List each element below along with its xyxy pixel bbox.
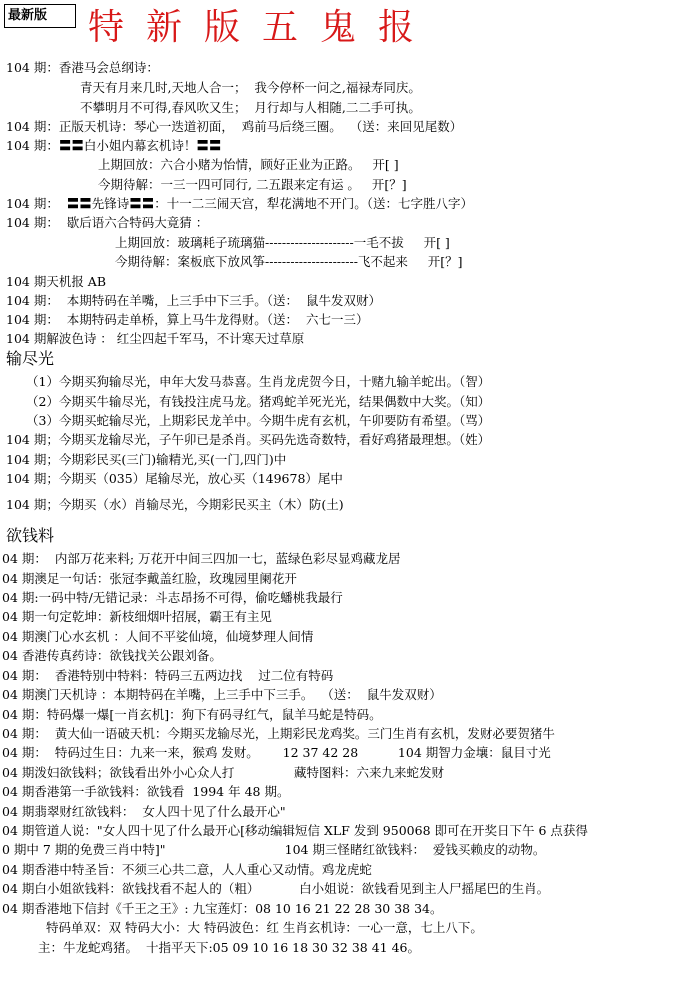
text-line: 今期待解：案板底下放风筝----------------------飞不起来 开[？]: [115, 254, 463, 269]
text-line: 特码单双：双 特码大小：大 特码波色：红 生肖玄机诗：一心一意，七上八下。: [46, 920, 483, 935]
text-line: 104 期： 本期特码在羊嘴，上三手中下三手。（送： 鼠牛发双财）: [6, 293, 381, 308]
text-line: （2）今期买牛输尽光，有钱投注虎马龙。猪鸡蛇羊死光光，结果偶数中大奖。（知）: [26, 394, 491, 409]
text-line: 上期回放：六合小赌为怡情，顾好正业为正路。 开[ ]: [98, 157, 399, 172]
text-line: 104 期：香港马会总纲诗：: [6, 60, 159, 75]
text-line: 104 期： 〓〓先锋诗〓〓：十一二三闹天宫，犁花满地不开门。（送：七字胜八字）: [6, 196, 474, 211]
text-line: 104 期；今期买（水）肖输尽光，今期彩民买主（木）防(土): [6, 497, 344, 512]
text-line: 04 期翡翠财红欲钱料： 女人四十见了什么最开心": [2, 804, 286, 819]
text-line: 104 期；今期彩民买(三门)输精光,买(一门,四门)中: [6, 452, 287, 467]
text-line: 04 期香港第一手欲钱料：欲钱看 1994 年 48 期。: [2, 784, 290, 799]
text-line: 今期待解：一三一四可同行, 二五跟来定有运 。 开[？]: [98, 177, 407, 192]
text-line: 104 期：正版天机诗：琴心一迭道初面， 鸡前马后绕三圈。 （送：来回见尾数）: [6, 119, 463, 134]
text-line: 主：牛龙蛇鸡猪。 十指平天下:05 09 10 16 18 30 32 38 41 46。: [38, 940, 420, 955]
text-line: 0 期中 7 期的免费三肖中特]" 104 期三怪睹红欲钱料： 爱钱买赖皮的动物。: [2, 842, 546, 857]
page-title: 特新版五鬼报: [88, 7, 437, 48]
text-line: 04 期白小姐欲钱料：欲钱找看不起人的（粗） 白小姐说：欲钱看见到主人尸摇尾巴的生肖。: [2, 881, 550, 896]
text-line: 104 期解波色诗 ： 红尘四起千军马，不计寒天过草原: [6, 331, 305, 346]
text-line: 04 期： 特码过生日：九来一来，猴鸡 发财。 12 37 42 28 104 期智力金壤：鼠目寸光: [2, 745, 551, 760]
text-line: 04 期澳足一句话：张冠李戴盖红脸，玫瑰园里阑花开: [2, 571, 297, 586]
text-line: 上期回放：玻璃耗子琉璃猫---------------------一毛不拔 开[ ]: [115, 235, 450, 250]
text-line: （3）今期买蛇输尽光，上期彩民龙羊中。今期牛虎有玄机，午卯要防有希望。（骂）: [26, 413, 491, 428]
text-line: （1）今期买狗输尽光，申年大发马恭喜。生肖龙虎贺今日，十赌九输羊蛇出。（智）: [26, 374, 491, 389]
text-line: 104 期：〓〓白小姐内幕玄机诗！〓〓: [6, 138, 222, 153]
section-heading: 欲钱料: [6, 526, 55, 545]
text-line: 104 期；今期买龙输尽光，子午卯已是杀肖。买码先选奇数特，看好鸡猪最理想。（姓）: [6, 432, 491, 447]
text-line: 104 期；今期买（035）尾输尽光，放心买（149678）尾中: [6, 471, 343, 486]
text-line: 104 期天机报 AB: [6, 274, 107, 289]
text-line: 青天有月来几时,天地人合一； 我今停杯一问之,福禄寿同庆。: [80, 80, 421, 95]
text-line: 104 期： 本期特码走单桥，算上马牛龙得财。（送： 六七一三）: [6, 312, 369, 327]
text-line: 04 期香港中特圣旨：不须三心共二意，人人重心又动情。鸡龙虎蛇: [2, 862, 372, 877]
text-line: 104 期： 歇后语六合特码大竟猜 ：: [6, 215, 209, 230]
text-line: 04 期澳门心水玄机 ：人间不平娑仙境，仙境梦理人间情: [2, 629, 314, 644]
text-line: 04 期： 黄大仙一语破天机：今期买龙输尽光，上期彩民龙鸡奖。三门生肖有玄机，发财必要贺猪牛: [2, 726, 555, 741]
text-line: 04 期： 香港特别中特料：特码三五两边找 过二位有特码: [2, 668, 334, 683]
text-line: 04 香港传真药诗：欲钱找关公跟刘备。: [2, 648, 222, 663]
text-line: 04 期管道人说："女人四十见了什么最开心[移动编辑短信 XLF 发到 950068 即可在开奖日下午 6 点获得: [2, 823, 588, 838]
text-line: 04 期： 内部万花来料; 万花开中间三四加一七，蓝绿色彩尽显鸡藏龙居: [2, 551, 401, 566]
text-line: 04 期：特码爆一爆[一肖玄机]：狗下有码寻红气，鼠羊马蛇是特码。: [2, 707, 382, 722]
text-line: 04 期香港地下信封《千王之王》: 九宝莲灯：08 10 16 21 22 28 30 38 34。: [2, 901, 443, 916]
text-line: 04 期:一码中特/无错记录：斗志昂扬不可得，偷吃蟠桃我最行: [2, 590, 343, 605]
text-line: 不攀明月不可得,春风吹又生； 月行却与人相随,二二手可执。: [80, 100, 421, 115]
text-line: 04 期一句定乾坤：新枝细烟叶招展，霸王有主见: [2, 609, 272, 624]
edition-badge: 最新版: [4, 4, 76, 28]
text-line: 04 期澳门天机诗 ：本期特码在羊嘴，上三手中下三手。 （送： 鼠牛发双财）: [2, 687, 442, 702]
section-heading: 输尽光: [6, 349, 55, 368]
text-line: 04 期泼妇欲钱料；欲钱看出外小心众人打 藏特图料：六来九来蛇发财: [2, 765, 444, 780]
